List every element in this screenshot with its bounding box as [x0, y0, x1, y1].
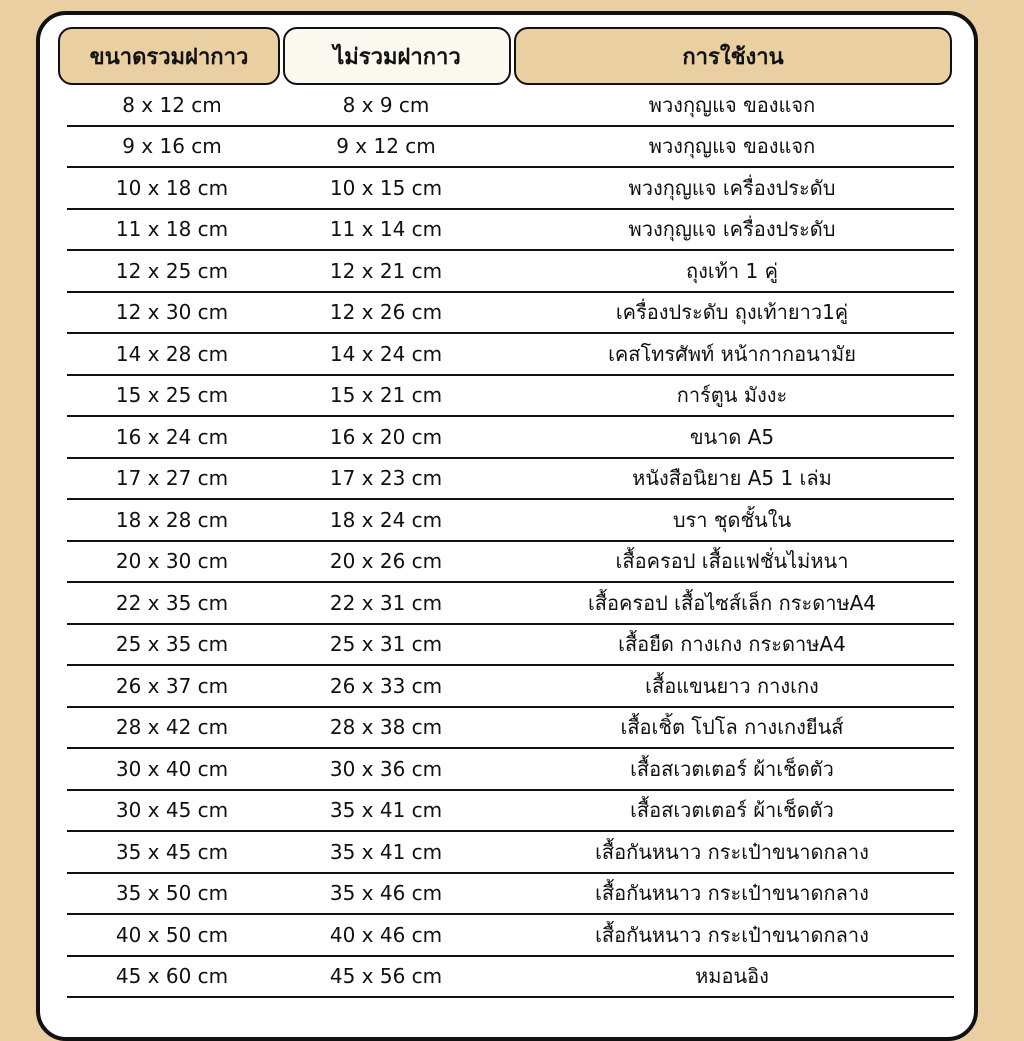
cell-size-with-flap: 10 x 18 cm: [115, 175, 229, 200]
cell-size-without-flap: 35 x 41 cm: [329, 798, 443, 823]
cell-usage: เสื้อกันหนาว กระเป๋าขนาดกลาง: [595, 922, 869, 947]
table-row: [67, 915, 954, 957]
table-row: [67, 625, 954, 667]
cell-size-with-flap: 12 x 30 cm: [115, 300, 229, 325]
table-row: [67, 168, 954, 210]
cell-usage: เครื่องประดับ ถุงเท้ายาว1คู่: [615, 300, 849, 325]
cell-usage: ขนาด A5: [689, 424, 775, 449]
cell-usage: เสื้อสเวตเตอร์ ผ้าเช็ดตัว: [630, 798, 834, 823]
cell-size-with-flap: 8 x 12 cm: [122, 92, 222, 117]
cell-usage: การ์ตูน มังงะ: [676, 383, 788, 408]
cell-size-without-flap: 18 x 24 cm: [329, 507, 443, 532]
table-row: [67, 293, 954, 335]
cell-usage: หนังสือนิยาย A5 1 เล่ม: [632, 466, 832, 491]
cell-usage: เสื้อยืด กางเกง กระดาษA4: [618, 632, 846, 657]
cell-size-without-flap: 14 x 24 cm: [329, 341, 443, 366]
table-row: [67, 500, 954, 542]
cell-size-without-flap: 22 x 31 cm: [329, 590, 443, 615]
cell-size-with-flap: 17 x 27 cm: [115, 466, 229, 491]
header-size-with-flap: ขนาดรวมฝากาว: [58, 27, 280, 85]
cell-size-without-flap: 30 x 36 cm: [329, 756, 443, 781]
cell-size-with-flap: 16 x 24 cm: [115, 424, 229, 449]
cell-size-with-flap: 14 x 28 cm: [115, 341, 229, 366]
table-row: [67, 708, 954, 750]
cell-size-without-flap: 11 x 14 cm: [329, 217, 443, 242]
cell-usage: เสื้อกันหนาว กระเป๋าขนาดกลาง: [595, 881, 869, 906]
cell-usage: เคสโทรศัพท์ หน้ากากอนามัย: [608, 341, 856, 366]
cell-size-with-flap: 35 x 50 cm: [115, 881, 229, 906]
cell-size-with-flap: 25 x 35 cm: [115, 632, 229, 657]
cell-size-without-flap: 17 x 23 cm: [329, 466, 443, 491]
cell-usage: เสื้อครอป เสื้อไซส์เล็ก กระดาษA4: [587, 590, 877, 615]
table-row: [67, 334, 954, 376]
cell-usage: พวงกุญแจ เครื่องประดับ: [628, 175, 836, 200]
table-row: [67, 666, 954, 708]
cell-size-with-flap: 35 x 45 cm: [115, 839, 229, 864]
cell-size-with-flap: 15 x 25 cm: [115, 383, 229, 408]
table-row: [67, 251, 954, 293]
cell-size-with-flap: 28 x 42 cm: [115, 715, 229, 740]
cell-usage: พวงกุญแจ เครื่องประดับ: [628, 217, 836, 242]
cell-usage: เสื้อกันหนาว กระเป๋าขนาดกลาง: [595, 839, 869, 864]
cell-size-without-flap: 35 x 41 cm: [329, 839, 443, 864]
table-row: [67, 459, 954, 501]
table-row: [67, 417, 954, 459]
cell-size-without-flap: 35 x 46 cm: [329, 881, 443, 906]
cell-size-with-flap: 18 x 28 cm: [115, 507, 229, 532]
cell-size-without-flap: 12 x 26 cm: [329, 300, 443, 325]
cell-usage: ถุงเท้า 1 คู่: [686, 258, 778, 283]
cell-size-without-flap: 40 x 46 cm: [329, 922, 443, 947]
cell-size-with-flap: 26 x 37 cm: [115, 673, 229, 698]
cell-usage: เสื้อแขนยาว กางเกง: [645, 673, 819, 698]
cell-size-without-flap: 25 x 31 cm: [329, 632, 443, 657]
table-row: [67, 376, 954, 418]
table-row: [67, 542, 954, 584]
cell-size-without-flap: 28 x 38 cm: [329, 715, 443, 740]
table-row: [67, 791, 954, 833]
cell-usage: เสื้อครอป เสื้อแฟชั่นไม่หนา: [615, 549, 849, 574]
cell-size-without-flap: 45 x 56 cm: [329, 964, 443, 989]
table-row: [67, 85, 954, 127]
cell-size-without-flap: 9 x 12 cm: [336, 134, 436, 159]
cell-size-with-flap: 22 x 35 cm: [115, 590, 229, 615]
header-size-without-flap: ไม่รวมฝากาว: [283, 27, 511, 85]
table-row: [67, 832, 954, 874]
cell-size-without-flap: 26 x 33 cm: [329, 673, 443, 698]
cell-size-with-flap: 20 x 30 cm: [115, 549, 229, 574]
cell-usage: พวงกุญแจ ของแจก: [648, 92, 816, 117]
table-row: [67, 583, 954, 625]
cell-size-without-flap: 20 x 26 cm: [329, 549, 443, 574]
header-usage: การใช้งาน: [514, 27, 952, 85]
cell-size-with-flap: 12 x 25 cm: [115, 258, 229, 283]
cell-usage: เสื้อสเวตเตอร์ ผ้าเช็ดตัว: [630, 756, 834, 781]
size-table-body: [67, 85, 954, 998]
cell-usage: หมอนอิง: [695, 964, 769, 989]
cell-size-with-flap: 45 x 60 cm: [115, 964, 229, 989]
cell-size-with-flap: 11 x 18 cm: [115, 217, 229, 242]
cell-size-without-flap: 15 x 21 cm: [329, 383, 443, 408]
cell-size-without-flap: 8 x 9 cm: [342, 92, 430, 117]
cell-usage: พวงกุญแจ ของแจก: [648, 134, 816, 159]
cell-usage: เสื้อเชิ้ต โปโล กางเกงยีนส์: [620, 715, 844, 740]
table-row: [67, 210, 954, 252]
cell-size-with-flap: 40 x 50 cm: [115, 922, 229, 947]
table-row: [67, 957, 954, 999]
table-row: [67, 127, 954, 169]
table-row: [67, 874, 954, 916]
cell-size-without-flap: 10 x 15 cm: [329, 175, 443, 200]
cell-size-with-flap: 9 x 16 cm: [122, 134, 222, 159]
table-row: [67, 749, 954, 791]
cell-size-with-flap: 30 x 45 cm: [115, 798, 229, 823]
cell-usage: บรา ชุดชั้นใน: [672, 507, 792, 532]
cell-size-without-flap: 12 x 21 cm: [329, 258, 443, 283]
cell-size-without-flap: 16 x 20 cm: [329, 424, 443, 449]
cell-size-with-flap: 30 x 40 cm: [115, 756, 229, 781]
